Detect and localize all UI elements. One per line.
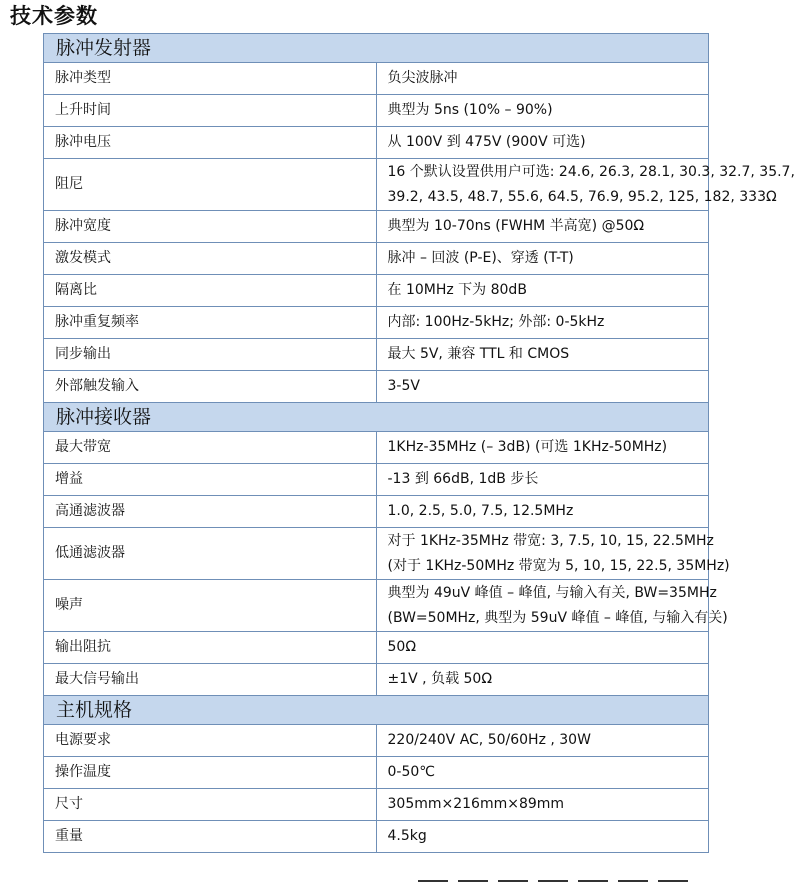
spec-row <box>44 127 709 159</box>
spec-value-line: ±1V , 负载 50Ω <box>387 671 493 687</box>
spec-label: 阻尼 <box>44 159 377 211</box>
spec-row <box>44 95 709 127</box>
page-title: 技术参数 <box>10 4 98 28</box>
spec-value <box>376 307 709 339</box>
spec-value <box>376 95 709 127</box>
spec-row <box>44 159 709 211</box>
spec-value <box>376 821 709 853</box>
spec-value <box>376 496 709 528</box>
spec-value <box>376 725 709 757</box>
spec-label: 低通滤波器 <box>44 528 377 580</box>
spec-value <box>376 371 709 403</box>
spec-row <box>44 757 709 789</box>
spec-value-line: 4.5kg <box>387 828 427 844</box>
spec-value <box>376 432 709 464</box>
spec-value-line: 39.2, 43.5, 48.7, 55.6, 64.5, 76.9, 95.2, 125, 182, 333Ω <box>387 188 777 205</box>
spec-row <box>44 211 709 243</box>
spec-label: 尺寸 <box>44 789 377 821</box>
spec-value-line: 0-50℃ <box>387 764 435 780</box>
spec-row <box>44 496 709 528</box>
spec-value-line: 典型为 5ns (10% – 90%) <box>387 102 553 118</box>
spec-value-line: 最大 5V, 兼容 TTL 和 CMOS <box>387 346 570 362</box>
spec-row <box>44 632 709 664</box>
spec-value-line: 在 10MHz 下为 80dB <box>387 282 527 298</box>
spec-value-line: 内部: 100Hz-5kHz; 外部: 0-5kHz <box>387 314 605 330</box>
spec-label: 最大信号输出 <box>44 664 377 696</box>
spec-label: 最大带宽 <box>44 432 377 464</box>
spec-value-line: 16 个默认设置供用户可选: 24.6, 26.3, 28.1, 30.3, 32.7, 35.7, <box>387 163 795 180</box>
spec-value <box>376 211 709 243</box>
spec-value-line: 从 100V 到 475V (900V 可选) <box>387 134 586 150</box>
spec-label: 重量 <box>44 821 377 853</box>
spec-row <box>44 63 709 95</box>
spec-value-line: 脉冲 – 回波 (P-E)、穿透 (T-T) <box>387 250 574 266</box>
section-title: 主机规格 <box>44 696 709 725</box>
spec-row <box>44 821 709 853</box>
spec-row <box>44 432 709 464</box>
spec-value <box>376 464 709 496</box>
spec-value-line: 1.0, 2.5, 5.0, 7.5, 12.5MHz <box>387 503 574 519</box>
spec-row <box>44 464 709 496</box>
spec-label: 增益 <box>44 464 377 496</box>
spec-value-line: 典型为 49uV 峰值 – 峰值, 与输入有关, BW=35MHz <box>387 584 717 601</box>
spec-value <box>376 664 709 696</box>
spec-value <box>376 789 709 821</box>
spec-row <box>44 664 709 696</box>
spec-value-line: (BW=50MHz, 典型为 59uV 峰值 – 峰值, 与输入有关) <box>387 609 728 626</box>
spec-value-line: (对于 1KHz-50MHz 带宽为 5, 10, 15, 22.5, 35MHz) <box>387 557 730 574</box>
spec-label: 电源要求 <box>44 725 377 757</box>
section-header <box>44 696 709 725</box>
spec-value-line: 典型为 10-70ns (FWHM 半高宽) @50Ω <box>387 218 645 234</box>
spec-label: 噪声 <box>44 580 377 632</box>
spec-label: 同步输出 <box>44 339 377 371</box>
spec-label: 操作温度 <box>44 757 377 789</box>
section-header <box>44 403 709 432</box>
spec-value <box>376 63 709 95</box>
spec-row <box>44 725 709 757</box>
spec-row <box>44 339 709 371</box>
section-title: 脉冲接收器 <box>44 403 709 432</box>
spec-row <box>44 371 709 403</box>
spec-value <box>376 580 728 632</box>
spec-label: 隔离比 <box>44 275 377 307</box>
spec-row <box>44 789 709 821</box>
section-header <box>44 34 709 63</box>
spec-row <box>44 275 709 307</box>
spec-label: 脉冲重复频率 <box>44 307 377 339</box>
footer-dashes <box>418 880 718 883</box>
spec-value <box>376 528 730 580</box>
spec-label: 上升时间 <box>44 95 377 127</box>
spec-label: 脉冲宽度 <box>44 211 377 243</box>
section-title: 脉冲发射器 <box>44 34 709 63</box>
spec-row <box>44 243 709 275</box>
spec-row <box>44 528 709 580</box>
spec-value-line: 305mm×216mm×89mm <box>387 796 565 812</box>
spec-value <box>376 127 709 159</box>
spec-label: 脉冲电压 <box>44 127 377 159</box>
spec-value-line: 50Ω <box>387 639 417 655</box>
spec-label: 输出阻抗 <box>44 632 377 664</box>
spec-table <box>43 33 795 853</box>
spec-value-line: 对于 1KHz-35MHz 带宽: 3, 7.5, 10, 15, 22.5MHz <box>387 532 714 549</box>
spec-value <box>376 275 709 307</box>
spec-value-line: 220/240V AC, 50/60Hz , 30W <box>387 732 591 748</box>
spec-label: 外部触发输入 <box>44 371 377 403</box>
spec-row <box>44 580 709 632</box>
spec-label: 脉冲类型 <box>44 63 377 95</box>
spec-value-line: 3-5V <box>387 378 420 394</box>
spec-value <box>376 757 709 789</box>
spec-value <box>376 159 795 211</box>
spec-value <box>376 243 709 275</box>
spec-value-line: 1KHz-35MHz (– 3dB) (可选 1KHz-50MHz) <box>387 439 668 455</box>
spec-value <box>376 339 709 371</box>
spec-row <box>44 307 709 339</box>
spec-value <box>376 632 709 664</box>
spec-label: 激发模式 <box>44 243 377 275</box>
spec-value-line: -13 到 66dB, 1dB 步长 <box>387 471 539 487</box>
spec-label: 高通滤波器 <box>44 496 377 528</box>
spec-value-line: 负尖波脉冲 <box>387 70 458 86</box>
